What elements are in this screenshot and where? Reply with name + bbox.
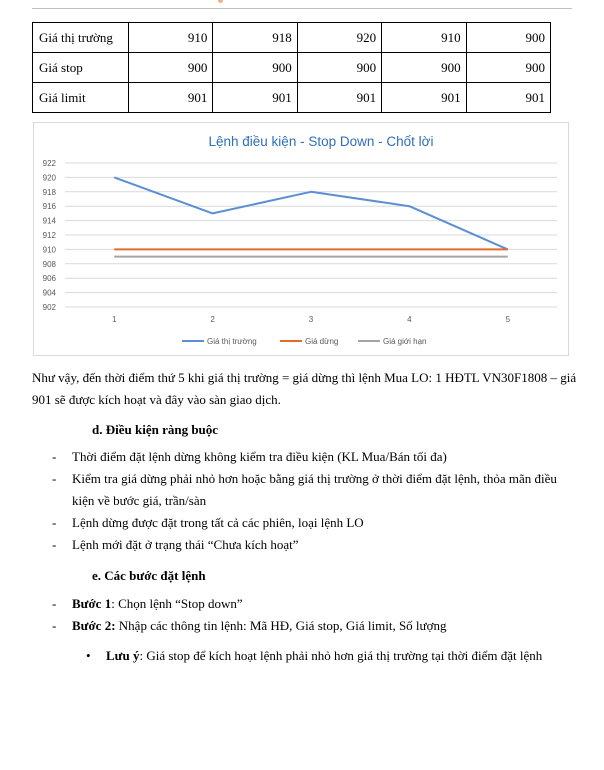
table-cell: 901 [213,83,297,113]
table-cell: 920 [297,23,381,53]
table-row [33,23,551,53]
list-item-text: Kiểm tra giá dừng phải nhỏ hơn hoặc bằng giá thị trường ở thời điểm đặt lệnh, thỏa mãn điều kiện về bước giá, trần/sàn [72,471,557,508]
y-tick-label: 922 [42,159,56,168]
y-tick-label: 906 [42,274,56,284]
table-cell: 901 [466,83,550,113]
chart-title: Lệnh điều kiện - Stop Down - Chốt lời [208,134,434,149]
row-label: Giá thị trường [33,23,129,53]
table-cell: 910 [129,23,213,53]
y-tick-label: 908 [42,259,56,269]
bullet-dot: • [86,648,91,663]
series-line-1 [114,177,508,249]
row-label: Giá limit [33,83,129,113]
table-cell: 900 [382,53,466,83]
legend-label: Giá thị trường [207,337,257,346]
table-cell: 910 [382,23,466,53]
bullet-dash: - [52,449,57,464]
step-2 [72,615,577,637]
section-e-heading: e. Các bước đặt lệnh [92,568,206,583]
table-cell: 918 [213,23,297,53]
table-cell: 900 [466,23,550,53]
y-tick-label: 914 [42,216,56,226]
price-table [32,22,551,113]
step-1-text: : Chọn lệnh “Stop down” [111,596,243,611]
table-cell: 901 [129,83,213,113]
step-1 [72,593,577,615]
bullet-dash: - [52,596,57,611]
explanation-paragraph: Như vậy, đến thời điểm thứ 5 khi giá thị trường = giá dừng thì lệnh Mua LO: 1 HĐTL VN30F1808 – giá 901 sẽ được kích hoạt và đây vào sàn giao dịch. [32,370,577,407]
note [106,645,577,667]
header-rule [32,8,572,9]
x-tick-label: 2 [210,315,215,324]
table-cell: 900 [297,53,381,83]
bullet-dash: - [52,515,57,530]
legend-label: Giá giới hạn [383,337,427,346]
y-tick-label: 916 [42,202,56,212]
line-chart [33,122,569,356]
table-cell: 901 [297,83,381,113]
table-cell: 901 [382,83,466,113]
y-tick-label: 918 [42,187,56,197]
list-item-text: Thời điểm đặt lệnh dừng không kiểm tra điều kiện (KL Mua/Bán tối đa) [72,449,447,464]
x-tick-label: 1 [111,315,117,324]
row-label: Giá stop [33,53,129,83]
table-row [33,53,551,83]
list-item-text: Lệnh mới đặt ở trạng thái “Chưa kích hoạt” [72,537,299,552]
y-tick-label: 902 [42,303,56,312]
x-tick-label: 5 [505,315,511,324]
section-d-heading: d. Điều kiện ràng buộc [92,422,219,437]
chart-canvas [34,123,570,357]
bullet-dash: - [52,618,57,633]
bullet-dash: - [52,537,57,552]
y-tick-label: 904 [42,288,56,298]
table-row [33,83,551,113]
x-tick-label: 3 [308,315,314,324]
table-cell: 900 [466,53,550,83]
note-text: : Giá stop để kích hoạt lệnh phải nhỏ hơn giá thị trường tại thời điểm đặt lệnh [139,648,543,663]
table-cell: 900 [129,53,213,83]
table-cell: 900 [213,53,297,83]
bullet-dash: - [52,471,57,486]
y-tick-label: 910 [42,245,56,255]
step-1-label: Bước 1 [72,596,112,611]
step-2-text: Nhập các thông tin lệnh: Mã HĐ, Giá stop, Giá limit, Số lượng [115,618,447,633]
header-accent [218,0,223,3]
y-tick-label: 912 [42,231,56,240]
legend-label: Giá dừng [305,337,339,346]
note-label: Lưu ý [106,648,140,663]
list-item-text: Lệnh dừng được đặt trong tất cả các phiên, loại lệnh LO [72,515,364,530]
y-tick-label: 920 [42,173,56,183]
step-2-label: Bước 2: [72,618,116,633]
x-tick-label: 4 [407,315,412,324]
